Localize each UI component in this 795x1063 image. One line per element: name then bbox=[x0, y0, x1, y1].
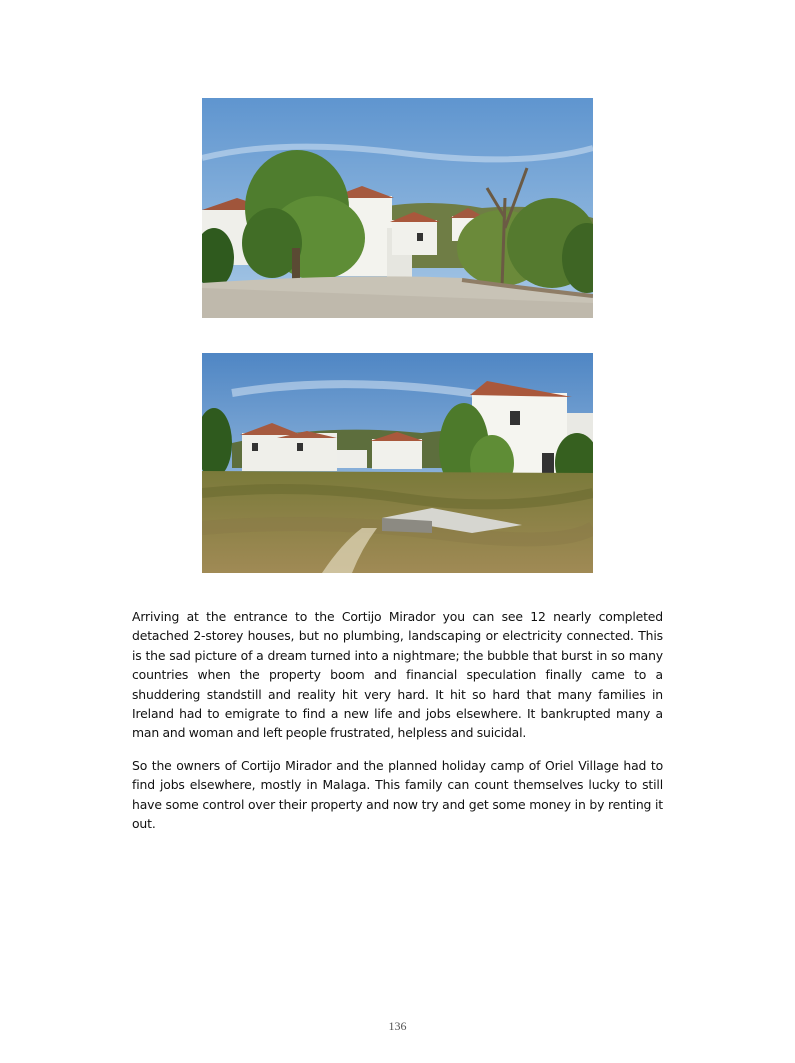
body-text bbox=[132, 607, 663, 846]
village-houses-with-overgrown-field-photo bbox=[202, 353, 593, 573]
page-number: 136 bbox=[388, 1019, 407, 1033]
paragraph: Arriving at the entrance to the Cortijo Mirador you can see 12 nearly completed detached 2-storey houses, but no plumbing, landscaping or electricity connected. This is the sad picture of a dream turned into a nightmare; the bubble that burst in so many countries when the property boom and financial speculation finally came to a shuddering standstill and reality hit very hard. It hit so hard that many families in Ireland had to emigrate to find a new life and jobs elsewhere. It bankrupted many a man and woman and left people frustrated, helpless and suicidal. bbox=[132, 609, 663, 741]
paragraph: So the owners of Cortijo Mirador and the planned holiday camp of Oriel Village had to find jobs elsewhere, mostly in Malaga. This family can count themselves lucky to still have some control over their property and now try and get some money in by renting it out. bbox=[132, 757, 663, 832]
village-houses-with-trees-photo bbox=[202, 98, 593, 318]
